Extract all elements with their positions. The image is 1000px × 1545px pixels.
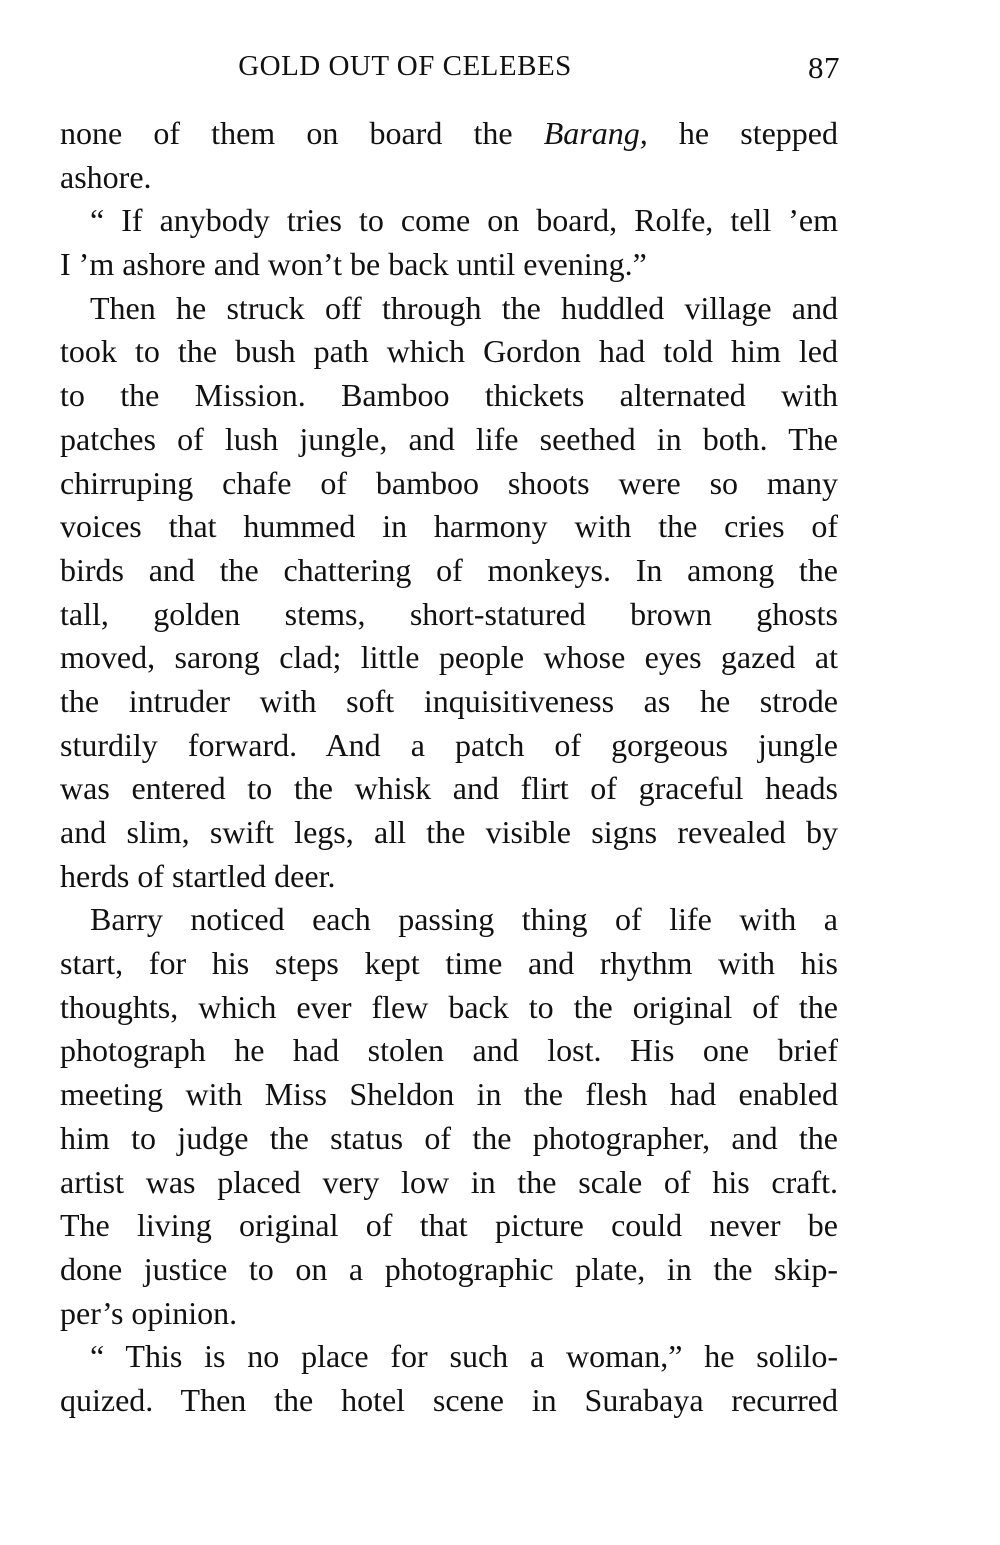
page-number: 87 <box>808 50 840 85</box>
text-line: I ’m ashore and won’t be back until evening.” <box>60 246 647 283</box>
text-line: tall, golden stems, short-statured brown ghosts <box>60 595 838 632</box>
text-line: patches of lush jungle, and life seethed in both. The <box>60 420 838 457</box>
running-head <box>60 50 840 90</box>
text-line: start, for his steps kept time and rhythm with his <box>60 945 838 982</box>
ship-name: Barang, <box>543 115 648 151</box>
text-line: done justice to on a photographic plate, in the skip- <box>60 1250 838 1287</box>
text-line: took to the bush path which Gordon had told him led <box>60 333 838 370</box>
text-line: voices that hummed in harmony with the cries of <box>60 508 838 545</box>
text-line: birds and the chattering of monkeys. In among the <box>60 551 838 588</box>
text-line: artist was placed very low in the scale of his craft. <box>60 1163 838 1200</box>
text-line: quized. Then the hotel scene in Surabaya recurred <box>60 1381 838 1418</box>
text-line: him to judge the status of the photographer, and the <box>60 1119 838 1156</box>
text-line: and slim, swift legs, all the visible signs revealed by <box>60 814 838 850</box>
text-line: moved, sarong clad; little people whose eyes gazed at <box>60 639 838 676</box>
text-line: chirruping chafe of bamboo shoots were so many <box>60 464 838 501</box>
text-line: The living original of that picture could never be <box>60 1207 838 1244</box>
running-title: GOLD OUT OF CELEBES <box>238 50 572 82</box>
text-line: none of them on board the Barang, he stepped <box>60 115 838 151</box>
text-line: the intruder with soft inquisitiveness as he strode <box>60 682 838 719</box>
text-line: Then he struck off through the huddled village and <box>90 289 838 326</box>
text-line: meeting with Miss Sheldon in the flesh had enabled <box>60 1076 838 1113</box>
text-line: photograph he had stolen and lost. His one brief <box>60 1032 838 1069</box>
text-line: thoughts, which ever flew back to the original of the <box>60 988 838 1025</box>
text-line: herds of startled deer. <box>60 857 336 894</box>
text-line: per’s opinion. <box>60 1294 238 1331</box>
text-line: ashore. <box>60 158 152 195</box>
text-line: was entered to the whisk and flirt of graceful heads <box>60 770 838 807</box>
text-line: “ This is no place for such a woman,” he solilo- <box>90 1338 838 1375</box>
text-line: sturdily forward. And a patch of gorgeous jungle <box>60 726 838 763</box>
text-line: “ If anybody tries to come on board, Rolfe, tell ’em <box>90 202 838 239</box>
body-text <box>60 112 838 1423</box>
text-line: Barry noticed each passing thing of life with a <box>90 901 838 938</box>
text-line: to the Mission. Bamboo thickets alternated with <box>60 377 838 414</box>
